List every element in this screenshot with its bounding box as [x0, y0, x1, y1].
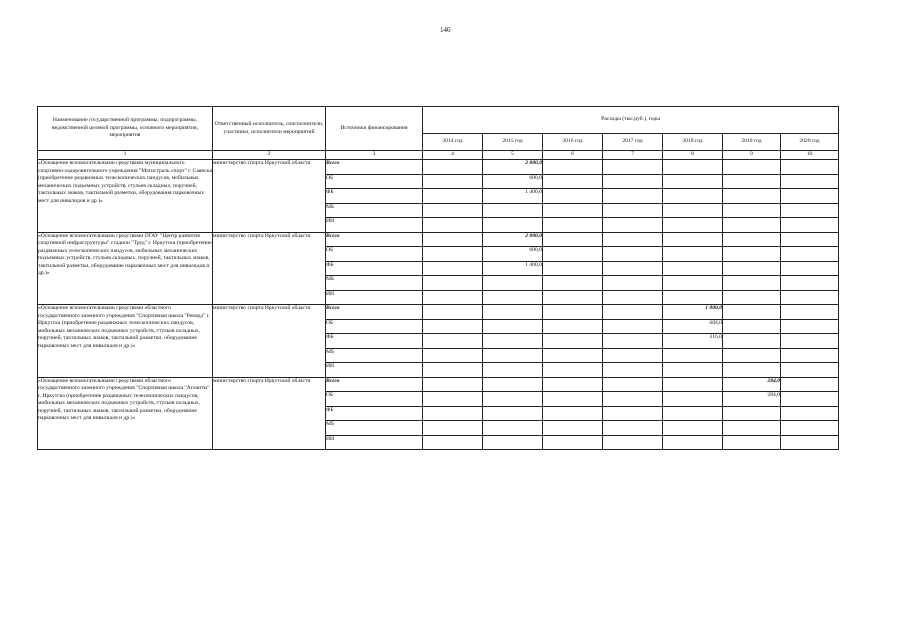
expense-value — [543, 189, 603, 204]
expense-value — [483, 218, 543, 233]
expense-value — [781, 189, 839, 204]
column-number: 5 — [483, 151, 543, 160]
expense-value: 684,0 — [663, 319, 723, 334]
expense-value — [483, 348, 543, 363]
expense-value — [781, 160, 839, 175]
expense-value — [603, 232, 663, 247]
header-year: 2019 год — [723, 134, 781, 151]
expense-value — [603, 247, 663, 262]
expense-value — [603, 377, 663, 392]
expense-value — [663, 189, 723, 204]
expense-value — [483, 334, 543, 349]
expense-value — [781, 276, 839, 291]
responsible-executor: министерство спорта Иркутской области — [213, 232, 326, 305]
funding-source: ФБ — [326, 261, 423, 276]
expense-value — [483, 363, 543, 378]
expense-value — [723, 319, 781, 334]
expense-value — [423, 421, 483, 436]
expense-value — [483, 377, 543, 392]
funding-source: МБ — [326, 276, 423, 291]
budget-table — [37, 106, 839, 450]
expense-value — [423, 348, 483, 363]
expense-value — [663, 276, 723, 291]
expense-value — [723, 290, 781, 305]
expense-value: 2 000,0 — [483, 160, 543, 175]
expense-value — [543, 247, 603, 262]
expense-value — [423, 174, 483, 189]
expense-value — [723, 189, 781, 204]
responsible-executor: министерство спорта Иркутской области — [213, 160, 326, 233]
table-row — [38, 160, 839, 175]
expense-value — [723, 174, 781, 189]
table-row — [38, 305, 839, 320]
funding-source: ФБ — [326, 406, 423, 421]
column-number: 7 — [603, 151, 663, 160]
expense-value — [483, 406, 543, 421]
expense-value — [603, 290, 663, 305]
expense-value: 2 000,0 — [483, 232, 543, 247]
expense-value — [423, 261, 483, 276]
expense-value — [483, 203, 543, 218]
expense-value — [423, 189, 483, 204]
funding-source: МБ — [326, 203, 423, 218]
expense-value — [543, 435, 603, 450]
expense-value — [663, 247, 723, 262]
header-expenses: Расходы (тыс.руб.), годы — [423, 107, 839, 134]
expense-value — [723, 348, 781, 363]
expense-value: 600,0 — [483, 247, 543, 262]
expense-value — [781, 319, 839, 334]
expense-value — [603, 189, 663, 204]
expense-value — [483, 305, 543, 320]
expense-value — [423, 363, 483, 378]
expense-value — [781, 406, 839, 421]
table-row — [38, 377, 839, 392]
expense-value: 600,0 — [483, 174, 543, 189]
expense-value — [781, 232, 839, 247]
funding-source: ОБ — [326, 319, 423, 334]
funding-source: ИИ — [326, 218, 423, 233]
expense-value — [543, 377, 603, 392]
expense-value — [723, 421, 781, 436]
header-year: 2018 год — [663, 134, 723, 151]
expense-value — [663, 363, 723, 378]
header-year: 2016 год — [543, 134, 603, 151]
expense-value — [723, 406, 781, 421]
header-name-column: Наименование государственной программы, подпрограммы, ведомственной целевой программы, основного мероприятия, мероприятия — [38, 107, 213, 151]
expense-value — [603, 392, 663, 407]
expense-value — [781, 174, 839, 189]
expense-value — [603, 305, 663, 320]
expense-value — [781, 392, 839, 407]
expense-value: 316,0 — [663, 334, 723, 349]
funding-source: Всего — [326, 305, 423, 320]
expense-value — [781, 290, 839, 305]
column-number: 4 — [423, 151, 483, 160]
funding-source: ИИ — [326, 363, 423, 378]
expense-value — [483, 392, 543, 407]
expense-value — [543, 174, 603, 189]
responsible-executor: министерство спорта Иркутской области — [213, 305, 326, 378]
expense-value — [603, 218, 663, 233]
expense-value — [543, 348, 603, 363]
expense-value — [543, 232, 603, 247]
expense-value — [423, 406, 483, 421]
funding-source: ИИ — [326, 290, 423, 305]
expense-value: 1 400,0 — [483, 189, 543, 204]
funding-source: Всего — [326, 377, 423, 392]
expense-value: 1 400,0 — [483, 261, 543, 276]
expense-value — [423, 276, 483, 291]
expense-value — [543, 421, 603, 436]
expense-value: 284,0 — [723, 392, 781, 407]
expense-value: 1 000,0 — [663, 305, 723, 320]
expense-value — [543, 406, 603, 421]
expense-value — [543, 276, 603, 291]
expense-value — [663, 218, 723, 233]
funding-source: ИИ — [326, 435, 423, 450]
column-number: 6 — [543, 151, 603, 160]
expense-value — [781, 218, 839, 233]
expense-value — [781, 261, 839, 276]
expense-value — [723, 247, 781, 262]
expense-value — [781, 421, 839, 436]
page-number: 146 — [440, 26, 451, 34]
expense-value — [543, 160, 603, 175]
expense-value — [603, 348, 663, 363]
expense-value — [663, 348, 723, 363]
column-number: 1 — [38, 151, 213, 160]
expense-value — [663, 203, 723, 218]
expense-value — [543, 305, 603, 320]
funding-source: Всего — [326, 160, 423, 175]
expense-value — [663, 174, 723, 189]
expense-value — [423, 218, 483, 233]
expense-value — [483, 319, 543, 334]
expense-value — [423, 392, 483, 407]
header-sources-column: Источники финансирования — [326, 107, 423, 151]
measure-name: «Оснащение вспомогательными средствами ОГАУ "Центр развития спортивной инфраструктуры" стадион "Труд" г. Иркутска (приобретение раздвижных телескопических пандусов, мобильных механических подъемных устройств, стульев складных, поручней, тактильных знаков, тактильной разметки, оборудование парковочных мест для инвалидов и др.)» — [38, 232, 213, 305]
expense-value — [423, 377, 483, 392]
funding-source: ОБ — [326, 392, 423, 407]
expense-value — [423, 290, 483, 305]
expense-value — [603, 174, 663, 189]
expense-value — [603, 421, 663, 436]
expense-value — [543, 203, 603, 218]
expense-value — [543, 261, 603, 276]
funding-source: ФБ — [326, 334, 423, 349]
expense-value — [603, 160, 663, 175]
expense-value — [603, 276, 663, 291]
expense-value — [723, 160, 781, 175]
expense-value — [603, 334, 663, 349]
expense-value — [423, 160, 483, 175]
column-number: 3 — [326, 151, 423, 160]
expense-value — [423, 334, 483, 349]
expense-value — [603, 203, 663, 218]
expense-value — [781, 305, 839, 320]
expense-value — [423, 232, 483, 247]
funding-source: ОБ — [326, 174, 423, 189]
expense-value — [663, 421, 723, 436]
expense-value — [723, 218, 781, 233]
expense-value — [663, 290, 723, 305]
expense-value — [663, 160, 723, 175]
expense-value — [781, 334, 839, 349]
expense-value — [781, 247, 839, 262]
funding-source: МБ — [326, 348, 423, 363]
expense-value — [603, 363, 663, 378]
header-year: 2020 год — [781, 134, 839, 151]
funding-source: ОБ — [326, 247, 423, 262]
expense-value — [723, 203, 781, 218]
expense-value — [723, 334, 781, 349]
expense-value — [603, 406, 663, 421]
column-number: 9 — [723, 151, 781, 160]
column-number: 8 — [663, 151, 723, 160]
expense-value — [663, 377, 723, 392]
expense-value: 284,0 — [723, 377, 781, 392]
funding-source: МБ — [326, 421, 423, 436]
expense-value — [423, 305, 483, 320]
expense-value — [543, 363, 603, 378]
expense-value — [423, 203, 483, 218]
expense-value — [543, 319, 603, 334]
table-row — [38, 232, 839, 247]
expense-value — [423, 247, 483, 262]
expense-value — [781, 348, 839, 363]
expense-value — [483, 290, 543, 305]
expense-value — [423, 435, 483, 450]
expense-value — [543, 218, 603, 233]
measure-name: «Оснащение вспомогательными средствами областного государственного казенного учреждения "Спортивная школа "Атланты" г. Иркутска (приобретение раздвижных телескопических пандусов, мобильных механических подъемных устройств, стульев складных, поручней, тактильных знаков, тактильной разметки, оборудование парковочных мест для инвалидов и др.)» — [38, 377, 213, 450]
expense-value — [723, 276, 781, 291]
expense-value — [483, 276, 543, 291]
expense-value — [781, 435, 839, 450]
header-year: 2017 год — [603, 134, 663, 151]
expense-value — [723, 435, 781, 450]
responsible-executor: министерство спорта Иркутской области — [213, 377, 326, 450]
header-year: 2015 год — [483, 134, 543, 151]
expense-value — [663, 392, 723, 407]
funding-source: Всего — [326, 232, 423, 247]
expense-value — [603, 319, 663, 334]
expense-value — [723, 305, 781, 320]
expense-value — [483, 435, 543, 450]
expense-value — [663, 406, 723, 421]
expense-value — [543, 290, 603, 305]
column-number: 2 — [213, 151, 326, 160]
expense-value — [723, 261, 781, 276]
expense-value — [663, 435, 723, 450]
header-responsible-column: Ответственный исполнитель, соисполнители, участники, исполнители мероприятий — [213, 107, 326, 151]
expense-value — [781, 203, 839, 218]
measure-name: «Оснащение вспомогательными средствами муниципального спортивно-оздоровительного учреждения "Магистраль спорт" г. Саянска (приобретение раздвижных телескопических пандусов, мобильных механических подъемных устройств, стульев складных, поручней, тактильных знаков, тактильной разметки, оборудования парковочных мест для инвалидов и др.)» — [38, 160, 213, 233]
expense-value — [543, 392, 603, 407]
expense-value — [663, 261, 723, 276]
expense-value — [781, 363, 839, 378]
expense-value — [603, 435, 663, 450]
expense-value — [723, 232, 781, 247]
header-year: 2014 год — [423, 134, 483, 151]
expense-value — [483, 421, 543, 436]
column-number: 10 — [781, 151, 839, 160]
expense-value — [781, 377, 839, 392]
expense-value — [723, 363, 781, 378]
measure-name: «Оснащение вспомогательными средствами областного государственного казенного учреждения "Спортивная школа "Рекорд" г. Иркутска (приобретение раздвижных телескопических пандусов, мобильных механических подъемных устройств, стульев складных, поручней, тактильных знаков, тактильной разметки, оборудование парковочных мест для инвалидов и др.)» — [38, 305, 213, 378]
table-body — [38, 160, 839, 450]
expense-value — [543, 334, 603, 349]
expense-value — [663, 232, 723, 247]
expense-value — [423, 319, 483, 334]
expense-value — [603, 261, 663, 276]
funding-source: ФБ — [326, 189, 423, 204]
